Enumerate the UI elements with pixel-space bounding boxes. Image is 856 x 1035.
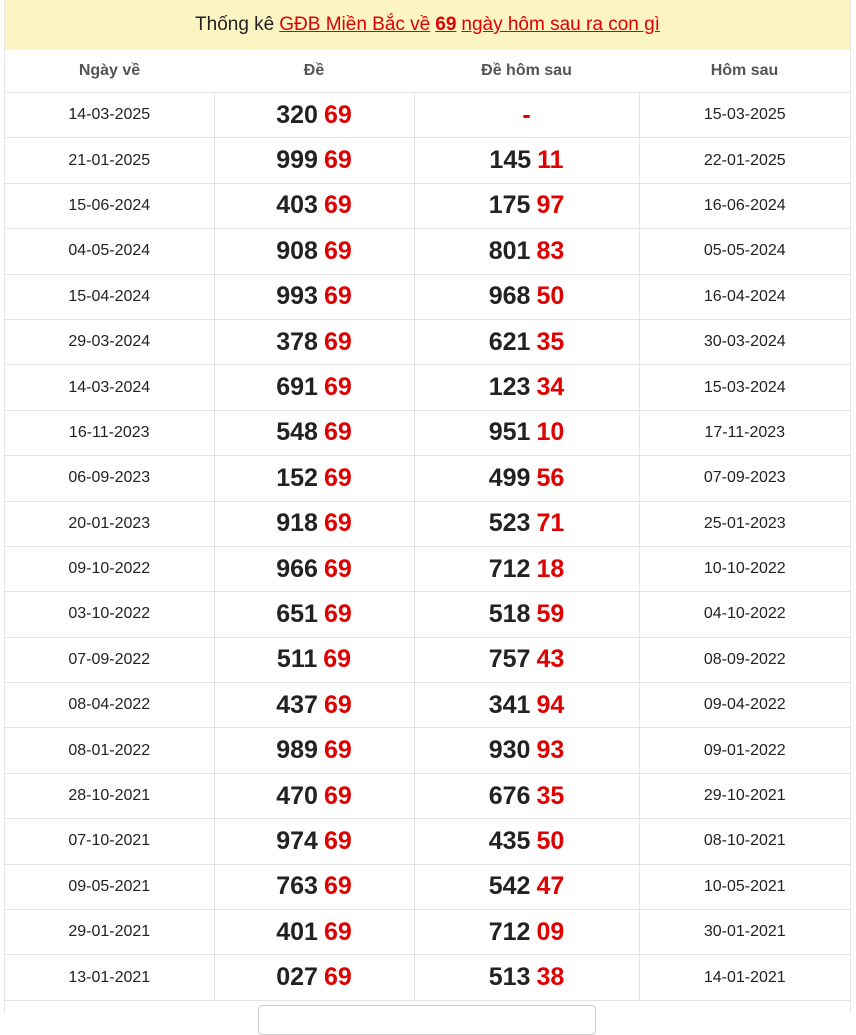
next-result-cell xyxy=(414,456,639,501)
next-date-cell: 05-05-2024 xyxy=(639,229,850,274)
next-date-cell: 16-06-2024 xyxy=(639,183,850,228)
next-date-cell: 14-01-2021 xyxy=(639,955,850,1000)
result-cell xyxy=(214,410,414,455)
next-result-cell xyxy=(414,229,639,274)
table-row xyxy=(5,546,850,591)
next-date-cell: 08-09-2022 xyxy=(639,637,850,682)
result-tail: 69 xyxy=(323,373,352,402)
next-result-cell xyxy=(414,410,639,455)
next-date-cell: 30-03-2024 xyxy=(639,319,850,364)
result-head: 999 xyxy=(276,146,318,175)
result-tail: 69 xyxy=(323,781,352,810)
next-result-head: 523 xyxy=(488,509,531,538)
date-cell: 09-10-2022 xyxy=(5,546,214,591)
result-cell xyxy=(214,319,414,364)
result-head: 966 xyxy=(276,554,318,583)
next-result-head: 712 xyxy=(488,917,531,946)
title-link-before: GĐB Miền Bắc về xyxy=(279,14,431,35)
load-more-button[interactable] xyxy=(258,1005,596,1035)
next-result-tail: 50 xyxy=(536,282,565,311)
table-row xyxy=(5,93,850,138)
result-tail: 69 xyxy=(323,100,352,129)
result-tail: 69 xyxy=(323,645,352,674)
next-date-cell: 09-04-2022 xyxy=(639,683,850,728)
result-tail: 69 xyxy=(323,736,352,765)
next-result-cell xyxy=(414,683,639,728)
result-head: 918 xyxy=(276,509,318,538)
next-result-cell xyxy=(414,274,639,319)
next-result-tail: 94 xyxy=(536,690,565,719)
next-result-cell xyxy=(414,637,639,682)
next-result-head: 175 xyxy=(488,191,531,220)
date-cell: 28-10-2021 xyxy=(5,773,214,818)
result-head: 989 xyxy=(276,736,318,765)
next-result-cell xyxy=(414,819,639,864)
result-cell xyxy=(214,456,414,501)
table-row xyxy=(5,910,850,955)
date-cell: 06-09-2023 xyxy=(5,456,214,501)
table-row xyxy=(5,365,850,410)
next-date-cell: 10-05-2021 xyxy=(639,864,850,909)
result-tail: 69 xyxy=(323,327,352,356)
table-row xyxy=(5,728,850,773)
result-tail: 69 xyxy=(323,826,352,855)
result-cell xyxy=(214,592,414,637)
result-tail: 69 xyxy=(323,872,352,901)
result-tail: 69 xyxy=(323,963,352,992)
date-cell: 21-01-2025 xyxy=(5,138,214,183)
next-date-cell: 17-11-2023 xyxy=(639,410,850,455)
header-de: Đề xyxy=(214,50,414,93)
next-date-cell: 04-10-2022 xyxy=(639,592,850,637)
result-head: 027 xyxy=(276,963,318,992)
next-result-head: 341 xyxy=(488,690,531,719)
next-result-head: 676 xyxy=(488,781,531,810)
next-result-tail: 34 xyxy=(536,373,565,402)
result-tail: 69 xyxy=(323,690,352,719)
header-next-de: Đề hôm sau xyxy=(414,50,639,93)
result-cell xyxy=(214,274,414,319)
result-head: 470 xyxy=(276,781,318,810)
next-date-cell: 15-03-2024 xyxy=(639,365,850,410)
next-result-tail: 71 xyxy=(536,509,565,538)
title-link[interactable] xyxy=(279,14,660,36)
date-cell: 15-04-2024 xyxy=(5,274,214,319)
results-table xyxy=(5,50,850,1001)
next-result-tail: 35 xyxy=(536,327,565,356)
table-row xyxy=(5,319,850,364)
title-link-after: ngày hôm sau ra con gì xyxy=(461,14,660,35)
table-row xyxy=(5,819,850,864)
next-result-tail: 35 xyxy=(536,781,565,810)
date-cell: 08-04-2022 xyxy=(5,683,214,728)
next-result-head: 712 xyxy=(488,554,531,583)
result-head: 401 xyxy=(276,917,318,946)
result-cell xyxy=(214,93,414,138)
result-cell xyxy=(214,683,414,728)
result-cell xyxy=(214,637,414,682)
result-tail: 69 xyxy=(323,146,352,175)
next-result-head: 801 xyxy=(488,236,531,265)
header-date: Ngày về xyxy=(5,50,214,93)
result-head: 974 xyxy=(276,826,318,855)
title-prefix: Thống kê xyxy=(195,14,275,35)
result-cell xyxy=(214,910,414,955)
table-body xyxy=(5,93,850,1001)
date-cell: 04-05-2024 xyxy=(5,229,214,274)
next-result-head: 145 xyxy=(489,146,532,175)
next-date-cell: 30-01-2021 xyxy=(639,910,850,955)
next-result-tail: 11 xyxy=(537,146,564,175)
date-cell: 09-05-2021 xyxy=(5,864,214,909)
date-cell: 29-01-2021 xyxy=(5,910,214,955)
next-result-cell xyxy=(414,138,639,183)
date-cell: 03-10-2022 xyxy=(5,592,214,637)
table-row xyxy=(5,183,850,228)
next-result-tail: 18 xyxy=(536,554,565,583)
table-row xyxy=(5,229,850,274)
table-row xyxy=(5,864,850,909)
date-cell: 14-03-2025 xyxy=(5,93,214,138)
result-tail: 69 xyxy=(323,554,352,583)
table-row xyxy=(5,592,850,637)
stats-panel xyxy=(4,0,851,1013)
next-result-cell xyxy=(414,728,639,773)
result-head: 651 xyxy=(276,599,318,628)
result-tail: 69 xyxy=(323,599,352,628)
next-result-tail: 97 xyxy=(536,191,565,220)
next-result-head: 542 xyxy=(488,872,531,901)
result-head: 691 xyxy=(276,373,318,402)
next-result-tail: 50 xyxy=(536,826,565,855)
date-cell: 14-03-2024 xyxy=(5,365,214,410)
result-cell xyxy=(214,501,414,546)
result-head: 993 xyxy=(276,282,318,311)
result-head: 403 xyxy=(276,191,318,220)
result-tail: 69 xyxy=(323,509,352,538)
header-next-date: Hôm sau xyxy=(639,50,850,93)
date-cell: 20-01-2023 xyxy=(5,501,214,546)
table-row xyxy=(5,955,850,1000)
result-tail: 69 xyxy=(323,282,352,311)
next-result-cell xyxy=(414,773,639,818)
date-cell: 13-01-2021 xyxy=(5,955,214,1000)
result-cell xyxy=(214,819,414,864)
result-cell xyxy=(214,728,414,773)
next-result-tail: 10 xyxy=(536,418,565,447)
result-head: 378 xyxy=(276,327,318,356)
next-result-tail: 47 xyxy=(536,872,565,901)
table-header-row xyxy=(5,50,850,93)
result-cell xyxy=(214,365,414,410)
date-cell: 16-11-2023 xyxy=(5,410,214,455)
next-date-cell: 15-03-2025 xyxy=(639,93,850,138)
next-result-cell xyxy=(414,183,639,228)
result-head: 908 xyxy=(276,236,318,265)
result-cell xyxy=(214,229,414,274)
result-tail: 69 xyxy=(323,418,352,447)
table-row xyxy=(5,637,850,682)
next-date-cell: 29-10-2021 xyxy=(639,773,850,818)
next-result-head: 499 xyxy=(488,463,531,492)
next-result-tail: 83 xyxy=(536,236,565,265)
next-result-cell xyxy=(414,501,639,546)
result-head: 548 xyxy=(276,418,318,447)
next-result-cell xyxy=(414,546,639,591)
table-row xyxy=(5,683,850,728)
result-head: 763 xyxy=(276,872,318,901)
result-cell xyxy=(214,773,414,818)
next-result-head: 968 xyxy=(488,282,531,311)
table-row xyxy=(5,501,850,546)
next-date-cell: 16-04-2024 xyxy=(639,274,850,319)
next-result-cell xyxy=(414,93,639,138)
result-head: 511 xyxy=(276,645,318,674)
next-result-cell xyxy=(414,319,639,364)
next-result-head: 435 xyxy=(488,826,531,855)
next-result-tail: 56 xyxy=(536,463,565,492)
next-result-head: 757 xyxy=(488,645,531,674)
next-result-head: 513 xyxy=(488,963,531,992)
next-result-tail: 09 xyxy=(536,917,565,946)
next-date-cell: 10-10-2022 xyxy=(639,546,850,591)
next-result-head: 951 xyxy=(488,418,531,447)
result-cell xyxy=(214,864,414,909)
next-result-head: 518 xyxy=(488,599,531,628)
result-cell xyxy=(214,546,414,591)
result-cell xyxy=(214,183,414,228)
table-row xyxy=(5,410,850,455)
next-result-tail: 93 xyxy=(536,736,565,765)
date-cell: 08-01-2022 xyxy=(5,728,214,773)
result-cell xyxy=(214,138,414,183)
next-result-head: 930 xyxy=(488,736,531,765)
title-bar xyxy=(5,0,850,50)
result-tail: 69 xyxy=(323,236,352,265)
table-row xyxy=(5,274,850,319)
date-cell: 15-06-2024 xyxy=(5,183,214,228)
next-date-cell: 22-01-2025 xyxy=(639,138,850,183)
title-number: 69 xyxy=(435,14,457,35)
result-head: 437 xyxy=(276,690,318,719)
result-head: 152 xyxy=(276,463,318,492)
date-cell: 07-10-2021 xyxy=(5,819,214,864)
next-result-cell xyxy=(414,592,639,637)
next-date-cell: 09-01-2022 xyxy=(639,728,850,773)
next-result-tail: 43 xyxy=(536,645,565,674)
next-result-head: 621 xyxy=(488,327,531,356)
next-result-empty: - xyxy=(522,100,531,129)
table-row xyxy=(5,773,850,818)
next-result-tail: 59 xyxy=(536,599,565,628)
next-date-cell: 25-01-2023 xyxy=(639,501,850,546)
result-tail: 69 xyxy=(323,191,352,220)
date-cell: 07-09-2022 xyxy=(5,637,214,682)
next-date-cell: 08-10-2021 xyxy=(639,819,850,864)
result-tail: 69 xyxy=(323,463,352,492)
result-cell xyxy=(214,955,414,1000)
next-result-cell xyxy=(414,864,639,909)
next-result-head: 123 xyxy=(488,373,531,402)
next-result-cell xyxy=(414,910,639,955)
date-cell: 29-03-2024 xyxy=(5,319,214,364)
next-result-cell xyxy=(414,955,639,1000)
result-tail: 69 xyxy=(323,917,352,946)
next-result-cell xyxy=(414,365,639,410)
table-row xyxy=(5,456,850,501)
result-head: 320 xyxy=(276,100,318,129)
table-row xyxy=(5,138,850,183)
next-result-tail: 38 xyxy=(536,963,565,992)
next-date-cell: 07-09-2023 xyxy=(639,456,850,501)
